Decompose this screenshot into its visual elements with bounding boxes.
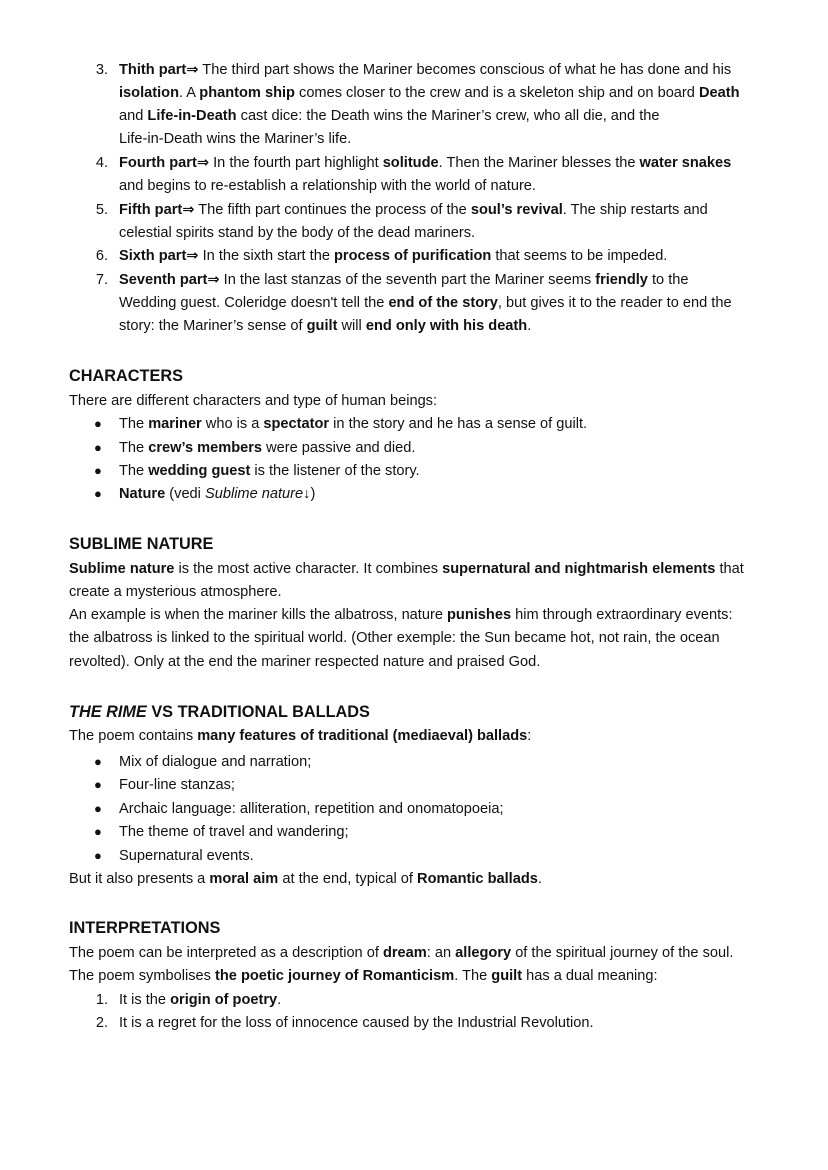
- list-item: Four-line stanzas;: [119, 777, 235, 793]
- part7-line2: Wedding guest. Coleridge doesn't tell the end of the story, but gives it to the reader to end the: [119, 295, 732, 311]
- part3-line4: Life-in-Death wins the Mariner’s life.: [119, 131, 352, 147]
- list-number: 6.: [95, 248, 108, 264]
- character-mariner: The mariner who is a spectator in the story and he has a sense of guilt.: [119, 416, 588, 432]
- sublime-line3: An example is when the mariner kills the albatross, nature punishes him through extraordinary events:: [69, 607, 733, 623]
- bullet-icon: ●: [94, 754, 102, 769]
- part3-line1: Thith part⇒ The third part shows the Mariner becomes conscious of what he has done and his: [119, 62, 732, 78]
- interp-item2: It is a regret for the loss of innocence caused by the Industrial Revolution.: [119, 1015, 594, 1031]
- part7-line1: Seventh part⇒ In the last stanzas of the seventh part the Mariner seems friendly to the: [119, 272, 689, 288]
- part3-line3: and Life-in-Death cast dice: the Death wins the Mariner’s crew, who all die, and the: [119, 108, 660, 124]
- list-number: 4.: [95, 155, 108, 171]
- rime-intro: The poem contains many features of traditional (mediaeval) ballads:: [69, 728, 532, 744]
- interp-item1: It is the origin of poetry.: [119, 992, 282, 1008]
- sublime-line2: create a mysterious atmosphere.: [69, 584, 282, 600]
- bullet-icon: ●: [94, 848, 102, 863]
- interp-line2: The poem symbolises the poetic journey of Romanticism. The guilt has a dual meaning:: [69, 968, 658, 984]
- interpretations-heading: INTERPRETATIONS: [69, 919, 221, 937]
- rime-outro: But it also presents a moral aim at the end, typical of Romantic ballads.: [69, 871, 542, 887]
- list-item: Archaic language: alliteration, repetition and onomatopoeia;: [119, 801, 504, 817]
- characters-heading: CHARACTERS: [69, 367, 183, 385]
- part3-line2: isolation. A phantom ship comes closer to the crew and is a skeleton ship and on board Death: [119, 85, 740, 101]
- list-number: 3.: [95, 62, 108, 78]
- character-wedding-guest: The wedding guest is the listener of the story.: [119, 463, 420, 479]
- part7-line3: story: the Mariner’s sense of guilt will end only with his death.: [119, 318, 532, 334]
- bullet-icon: ●: [94, 486, 102, 501]
- bullet-icon: ●: [94, 777, 102, 792]
- sublime-line5: revolted). Only at the end the mariner respected nature and praised God.: [69, 654, 541, 670]
- interp-line1: The poem can be interpreted as a description of dream: an allegory of the spiritual journey of the soul.: [69, 945, 734, 961]
- character-nature: Nature (vedi Sublime nature↓): [119, 486, 316, 502]
- characters-intro: There are different characters and type of human beings:: [69, 393, 438, 409]
- list-item: Mix of dialogue and narration;: [119, 754, 312, 770]
- sublime-line4: the albatross is linked to the spiritual world. (Other exemple: the Sun became hot, not rain, the ocean: [69, 630, 720, 646]
- part6-line1: Sixth part⇒ In the sixth start the process of purification that seems to be impeded.: [119, 248, 668, 264]
- part5-line1: Fifth part⇒ The fifth part continues the process of the soul’s revival. The ship restarts and: [119, 202, 708, 218]
- part5-line2: celestial spirits stand by the body of the dead mariners.: [119, 225, 476, 241]
- list-number: 7.: [95, 272, 108, 288]
- bullet-icon: ●: [94, 824, 102, 839]
- sublime-nature-heading: SUBLIME NATURE: [69, 535, 214, 553]
- list-item: The theme of travel and wandering;: [119, 824, 349, 840]
- sublime-line1: Sublime nature is the most active character. It combines supernatural and nightmarish elements that: [69, 561, 744, 577]
- bullet-icon: ●: [94, 463, 102, 478]
- list-item: Supernatural events.: [119, 848, 254, 864]
- list-number: 5.: [95, 202, 108, 218]
- bullet-icon: ●: [94, 440, 102, 455]
- character-crew: The crew’s members were passive and died.: [119, 440, 416, 456]
- list-number: 2.: [95, 1015, 108, 1031]
- list-number: 1.: [95, 992, 108, 1008]
- bullet-icon: ●: [94, 416, 102, 431]
- bullet-icon: ●: [94, 801, 102, 816]
- part4-line1: Fourth part⇒ In the fourth part highlight solitude. Then the Mariner blesses the water snakes: [119, 155, 732, 171]
- part4-line2: and begins to re-establish a relationship with the world of nature.: [119, 178, 536, 194]
- rime-heading: THE RIME VS TRADITIONAL BALLADS: [69, 703, 370, 721]
